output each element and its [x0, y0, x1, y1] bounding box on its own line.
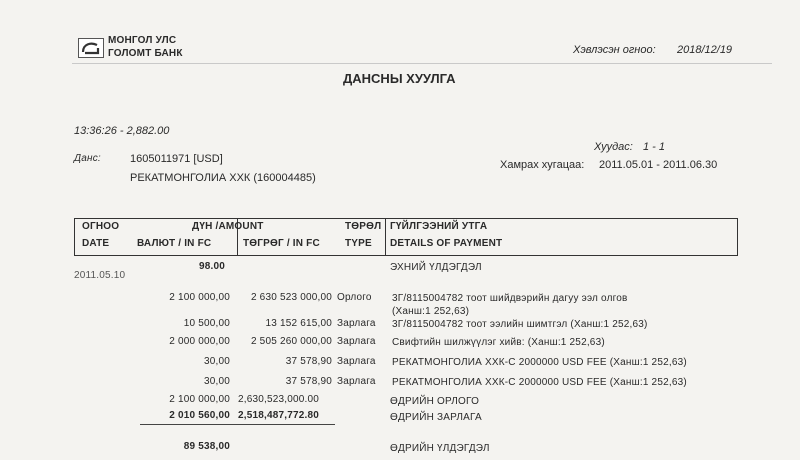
header-details-mn: ГҮЙЛГЭЭНИЙ УТГА: [390, 221, 488, 232]
row-details: 3Г/8115004782 тоот ээлийн шимтгэл (Ханш:1 252,63): [392, 319, 648, 330]
bank-logo-icon: [78, 38, 104, 58]
print-date-value: 2018/12/19: [677, 44, 733, 56]
row-fc: 2 000 000,00: [169, 336, 230, 347]
row-mnt: 37 578,90: [285, 376, 332, 387]
timestamp: 13:36:26 - 2,882.00: [74, 125, 170, 137]
row-mnt: 13 152 615,00: [265, 318, 332, 329]
row-mnt: 37 578,90: [285, 356, 332, 367]
page-label: Хуудас:: [594, 141, 633, 153]
header-date-en: DATE: [82, 238, 110, 249]
header-date-mn: ОГНОО: [82, 221, 120, 232]
transaction-date: 2011.05.10: [74, 270, 126, 281]
header-mnt: ТӨГРӨГ / IN FC: [243, 238, 320, 249]
header-type-en: TYPE: [345, 238, 372, 249]
account-number: 1605011971 [USD]: [130, 153, 223, 165]
opening-balance-amount: 98.00: [198, 261, 225, 272]
row-type: Зарлага: [337, 336, 376, 347]
row-mnt: 2 505 260 000,00: [250, 336, 332, 347]
country-name: МОНГОЛ УЛС: [108, 35, 177, 46]
row-details: 3Г/8115004782 тоот шийдвэрийн дагуу ээл олгов: [392, 293, 628, 304]
row-type: Зарлага: [337, 356, 376, 367]
row-fc: 2 100 000,00: [169, 292, 230, 303]
print-date-label: Хэвлэсэн огноо:: [573, 44, 656, 56]
daily-income-fc: 2 100 000,00: [169, 394, 230, 405]
column-divider: [385, 218, 386, 256]
row-details: РЕКАТМОНГОЛИА ХХК-С 2000000 USD FEE (Ханш:1 252,63): [392, 377, 687, 388]
row-details: РЕКАТМОНГОЛИА ХХК-С 2000000 USD FEE (Ханш:1 252,63): [392, 357, 687, 368]
header-fc: ВАЛЮТ / IN FC: [137, 238, 212, 249]
row-type: Зарлага: [337, 318, 376, 329]
header-amount: ДҮН /AMOUNT: [192, 221, 264, 232]
daily-income-mnt: 2,630,523,000.00: [238, 394, 320, 405]
row-details: Свифтийн шилжүүлэг хийв: (Ханш:1 252,63): [392, 337, 605, 348]
page-number: 1 - 1: [643, 141, 666, 153]
row-type: Орлого: [337, 292, 372, 303]
daily-expense-label: ӨДРИЙН ЗАРЛАГА: [390, 412, 482, 423]
row-fc: 10 500,00: [183, 318, 230, 329]
row-fc: 30,00: [203, 356, 230, 367]
period-value: 2011.05.01 - 2011.06.30: [599, 159, 718, 171]
document-title: ДАНСНЫ ХУУЛГА: [343, 71, 456, 86]
period-label: Хамрах хугацаа:: [500, 159, 585, 171]
header-type-mn: ТӨРӨЛ: [345, 221, 382, 232]
opening-balance-label: ЭХНИЙ ҮЛДЭГДЭЛ: [390, 262, 482, 273]
row-fc: 30,00: [203, 376, 230, 387]
bank-name: ГОЛОМТ БАНК: [108, 48, 183, 59]
daily-expense-fc: 2 010 560,00: [169, 410, 230, 421]
closing-balance-amount: 89 538,00: [183, 441, 230, 452]
closing-balance-label: ӨДРИЙН ҮЛДЭГДЭЛ: [390, 443, 490, 454]
row-details-rate: (Ханш:1 252,63): [392, 306, 470, 317]
account-owner: РЕКАТМОНГОЛИА ХХК (160004485): [130, 172, 316, 184]
row-type: Зарлага: [337, 376, 376, 387]
totals-divider: [140, 424, 335, 425]
daily-expense-mnt: 2,518,487,772.80: [238, 410, 320, 421]
account-label: Данс:: [74, 153, 101, 164]
header-details-en: DETAILS OF PAYMENT: [390, 238, 503, 249]
row-mnt: 2 630 523 000,00: [250, 292, 332, 303]
header-divider: [72, 63, 772, 64]
daily-income-label: ӨДРИЙН ОРЛОГО: [390, 396, 480, 407]
